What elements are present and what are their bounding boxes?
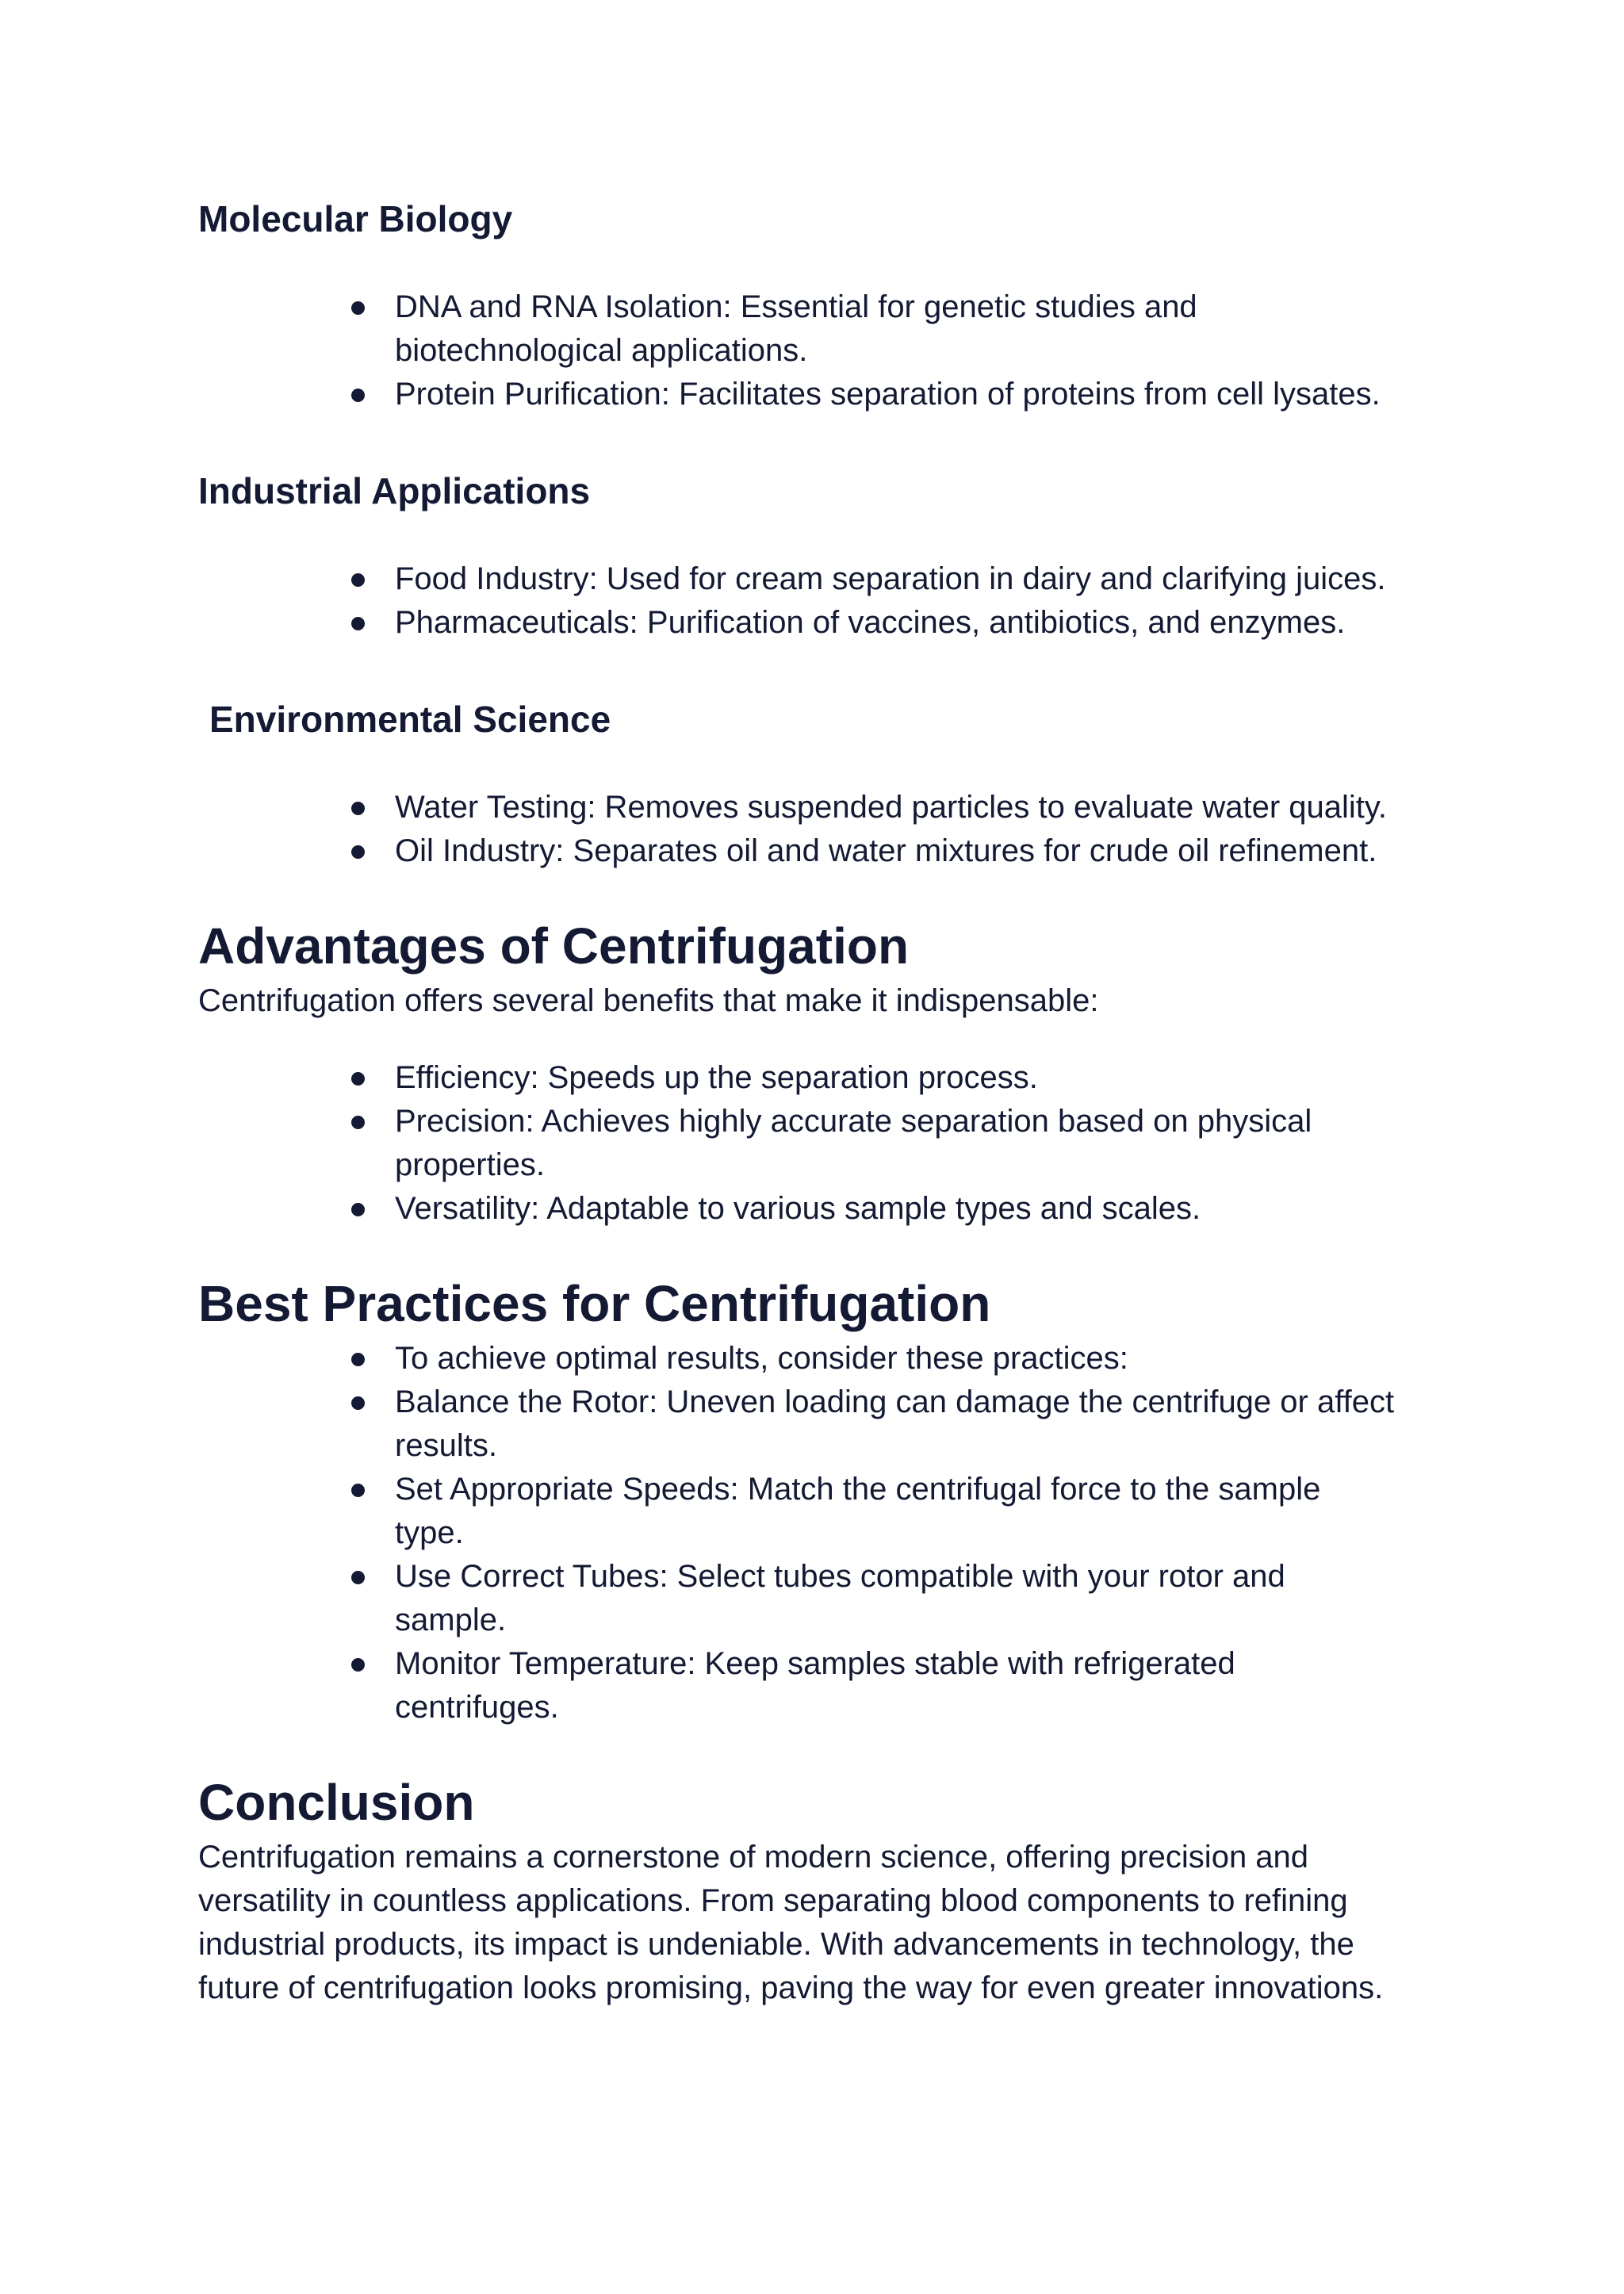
list-item: Food Industry: Used for cream separation in dairy and clarifying juices. (395, 557, 1451, 601)
industrial-applications-list (198, 557, 1451, 645)
advantages-list (198, 1056, 1451, 1231)
environmental-science-list (198, 786, 1451, 873)
list-item: Pharmaceuticals: Purification of vaccines, antibiotics, and enzymes. (395, 601, 1451, 645)
list-item: Water Testing: Removes suspended particles to evaluate water quality. (395, 786, 1451, 829)
advantages-heading: Advantages of Centrifugation (198, 917, 910, 975)
list-item: Versatility: Adaptable to various sample types and scales. (395, 1187, 1451, 1231)
list-item: Balance the Rotor: Uneven loading can damage the centrifuge or affect results. (395, 1381, 1457, 1468)
molecular-biology-heading: Molecular Biology (198, 198, 513, 239)
list-item: Monitor Temperature: Keep samples stable with refrigerated centrifuges. (395, 1642, 1362, 1729)
molecular-biology-list (198, 285, 1451, 416)
list-item: DNA and RNA Isolation: Essential for genetic studies and biotechnological applications. (395, 285, 1259, 373)
list-item: Protein Purification: Facilitates separation of proteins from cell lysates. (395, 373, 1451, 416)
list-item: Set Appropriate Speeds: Match the centrifugal force to the sample type. (395, 1468, 1362, 1555)
advantages-intro: Centrifugation offers several benefits that make it indispensable: (198, 983, 1099, 1018)
list-item: To achieve optimal results, consider these practices: (395, 1337, 1451, 1381)
environmental-science-heading: Environmental Science (209, 699, 611, 740)
conclusion-heading: Conclusion (198, 1774, 475, 1831)
best-practices-list (198, 1337, 1451, 1729)
list-item: Precision: Achieves highly accurate separation based on physical properties. (395, 1100, 1362, 1187)
best-practices-heading: Best Practices for Centrifugation (198, 1275, 991, 1332)
list-item: Efficiency: Speeds up the separation process. (395, 1056, 1451, 1100)
document-page (198, 190, 1451, 2010)
list-item: Use Correct Tubes: Select tubes compatible with your rotor and sample. (395, 1555, 1362, 1642)
industrial-applications-heading: Industrial Applications (198, 470, 591, 511)
conclusion-text: Centrifugation remains a cornerstone of modern science, offering precision and versatility in countless applications. From separating blood components to refining industrial products, its impact is undeniable. With advancements in technology, the future of centrifugation looks promising, paving the way for even greater innovations. (198, 1840, 1384, 2005)
list-item: Oil Industry: Separates oil and water mixtures for crude oil refinement. (395, 829, 1451, 873)
